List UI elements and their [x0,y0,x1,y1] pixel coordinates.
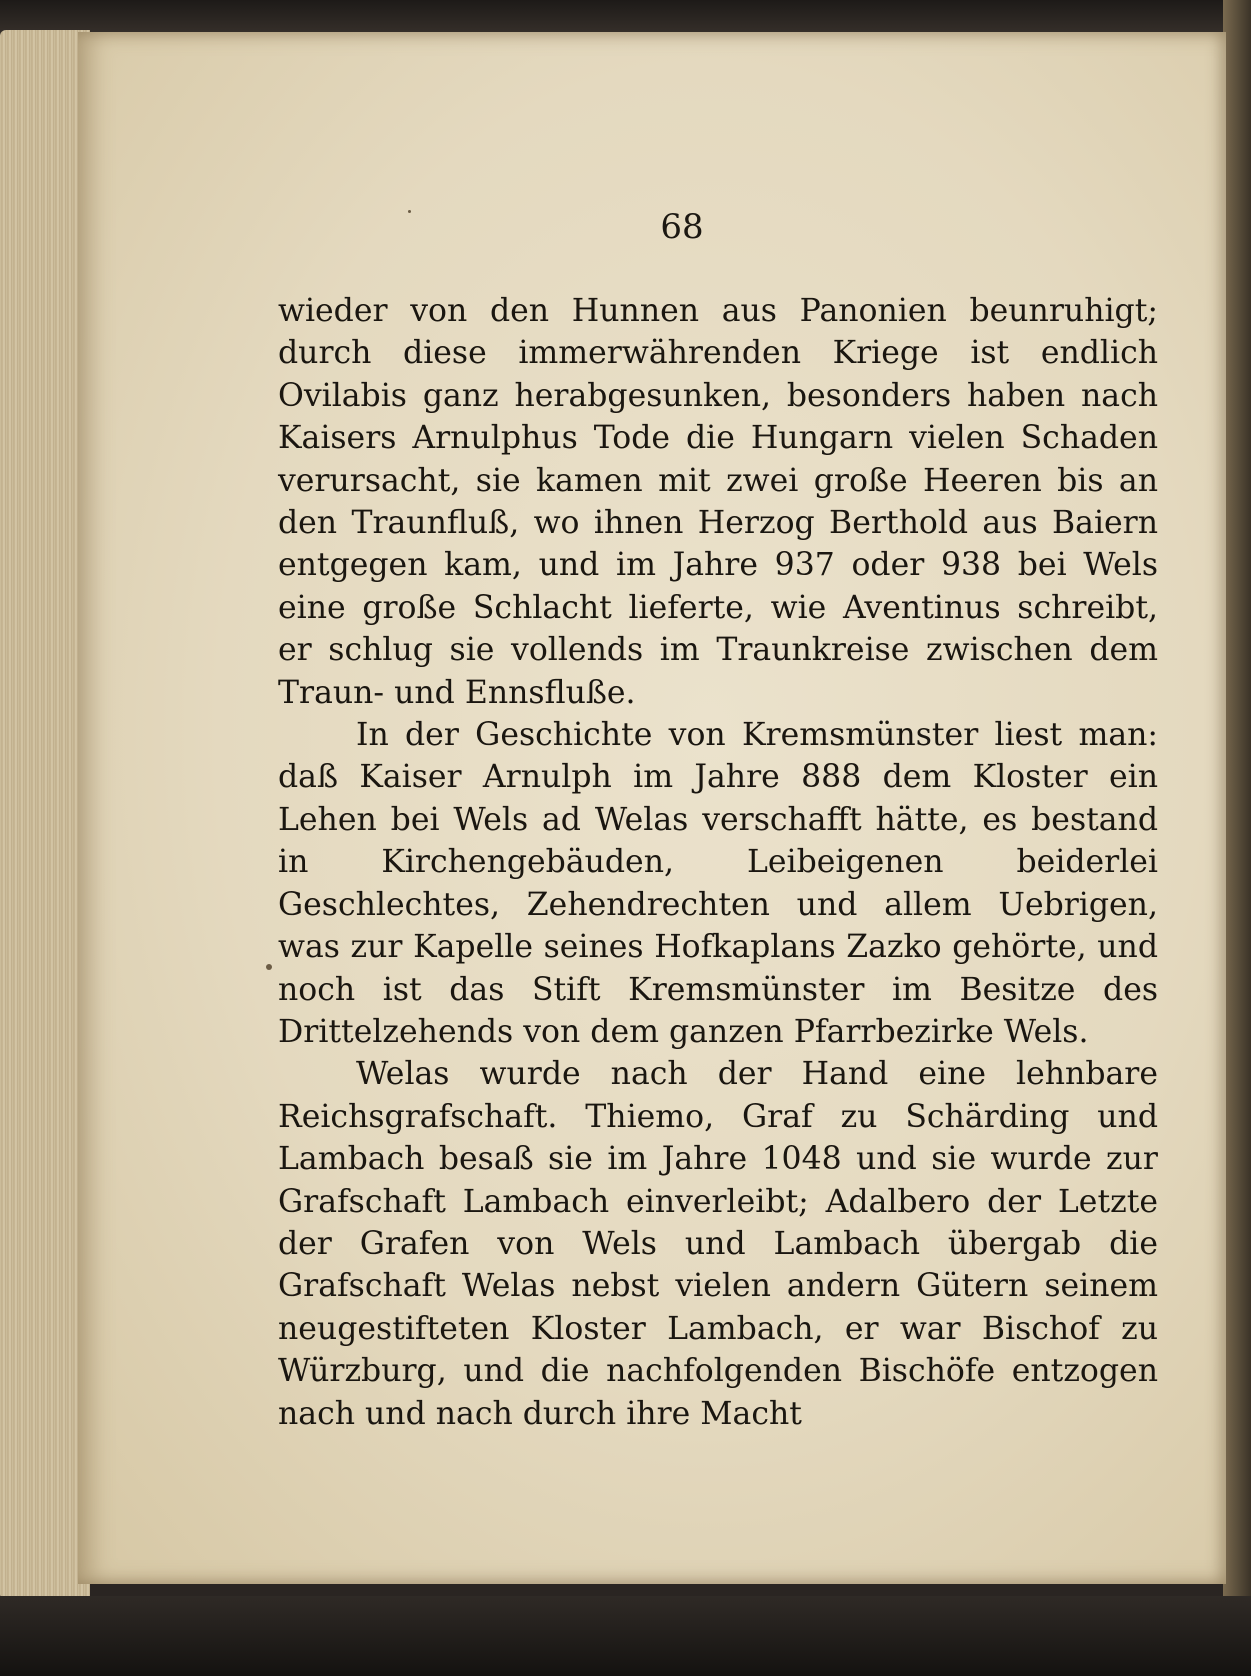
paragraph-3: Welas wurde nach der Hand eine lehnbare Reichsgrafschaft. Thiemo, Graf zu Schärding und Lambach besaß sie im Jahre 1048 und sie wurde zur Grafschaft Lambach einverleibt; Adalbero der Letzte der Grafen von Wels und Lambach übergab die Grafschaft Welas nebst vielen andern Gütern seinem neugestifteten Kloster Lambach, er war Bischof zu Würzburg, und die nachfolgenden Bischöfe entzogen nach und nach durch ihre Macht [278,1056,1158,1432]
page-body-text [278,290,1158,1435]
book-spine-edge [1223,0,1251,1676]
scan-bottom-border [0,1596,1251,1676]
paragraph-1: wieder von den Hunnen aus Panonien beunruhigt; durch diese immerwährenden Kriege ist endlich Ovilabis ganz herabgesunken, besonders haben nach Kaisers Arnulphus Tode die Hungarn vielen Schaden verursacht, sie kamen mit zwei große Heeren bis an den Traunfluß, wo ihnen Herzog Berthold aus Baiern entgegen kam, und im Jahre 937 oder 938 bei Wels eine große Schlacht lieferte, wie Aventinus schreibt, er schlug sie vollends im Traunkreise zwischen dem Traun- und Ennsfluße. [278,293,1158,711]
page-number: 68 [660,207,704,247]
book-page-edges [0,30,90,1600]
paper-speck [266,964,272,970]
book-page [78,32,1226,1584]
paragraph-2: In der Geschichte von Kremsmünster liest man: daß Kaiser Arnulph im Jahre 888 dem Kloster ein Lehen bei Wels ad Welas verschafft hätte, es bestand in Kirchengebäuden, Leibeigenen beiderlei Geschlechtes, Zehendrechten und allem Uebrigen, was zur Kapelle seines Hofkaplans Zazko gehörte, und noch ist das Stift Kremsmünster im Besitze des Drittelzehends von dem ganzen Pfarrbezirke Wels. [278,717,1158,1050]
paper-speck [408,210,411,213]
